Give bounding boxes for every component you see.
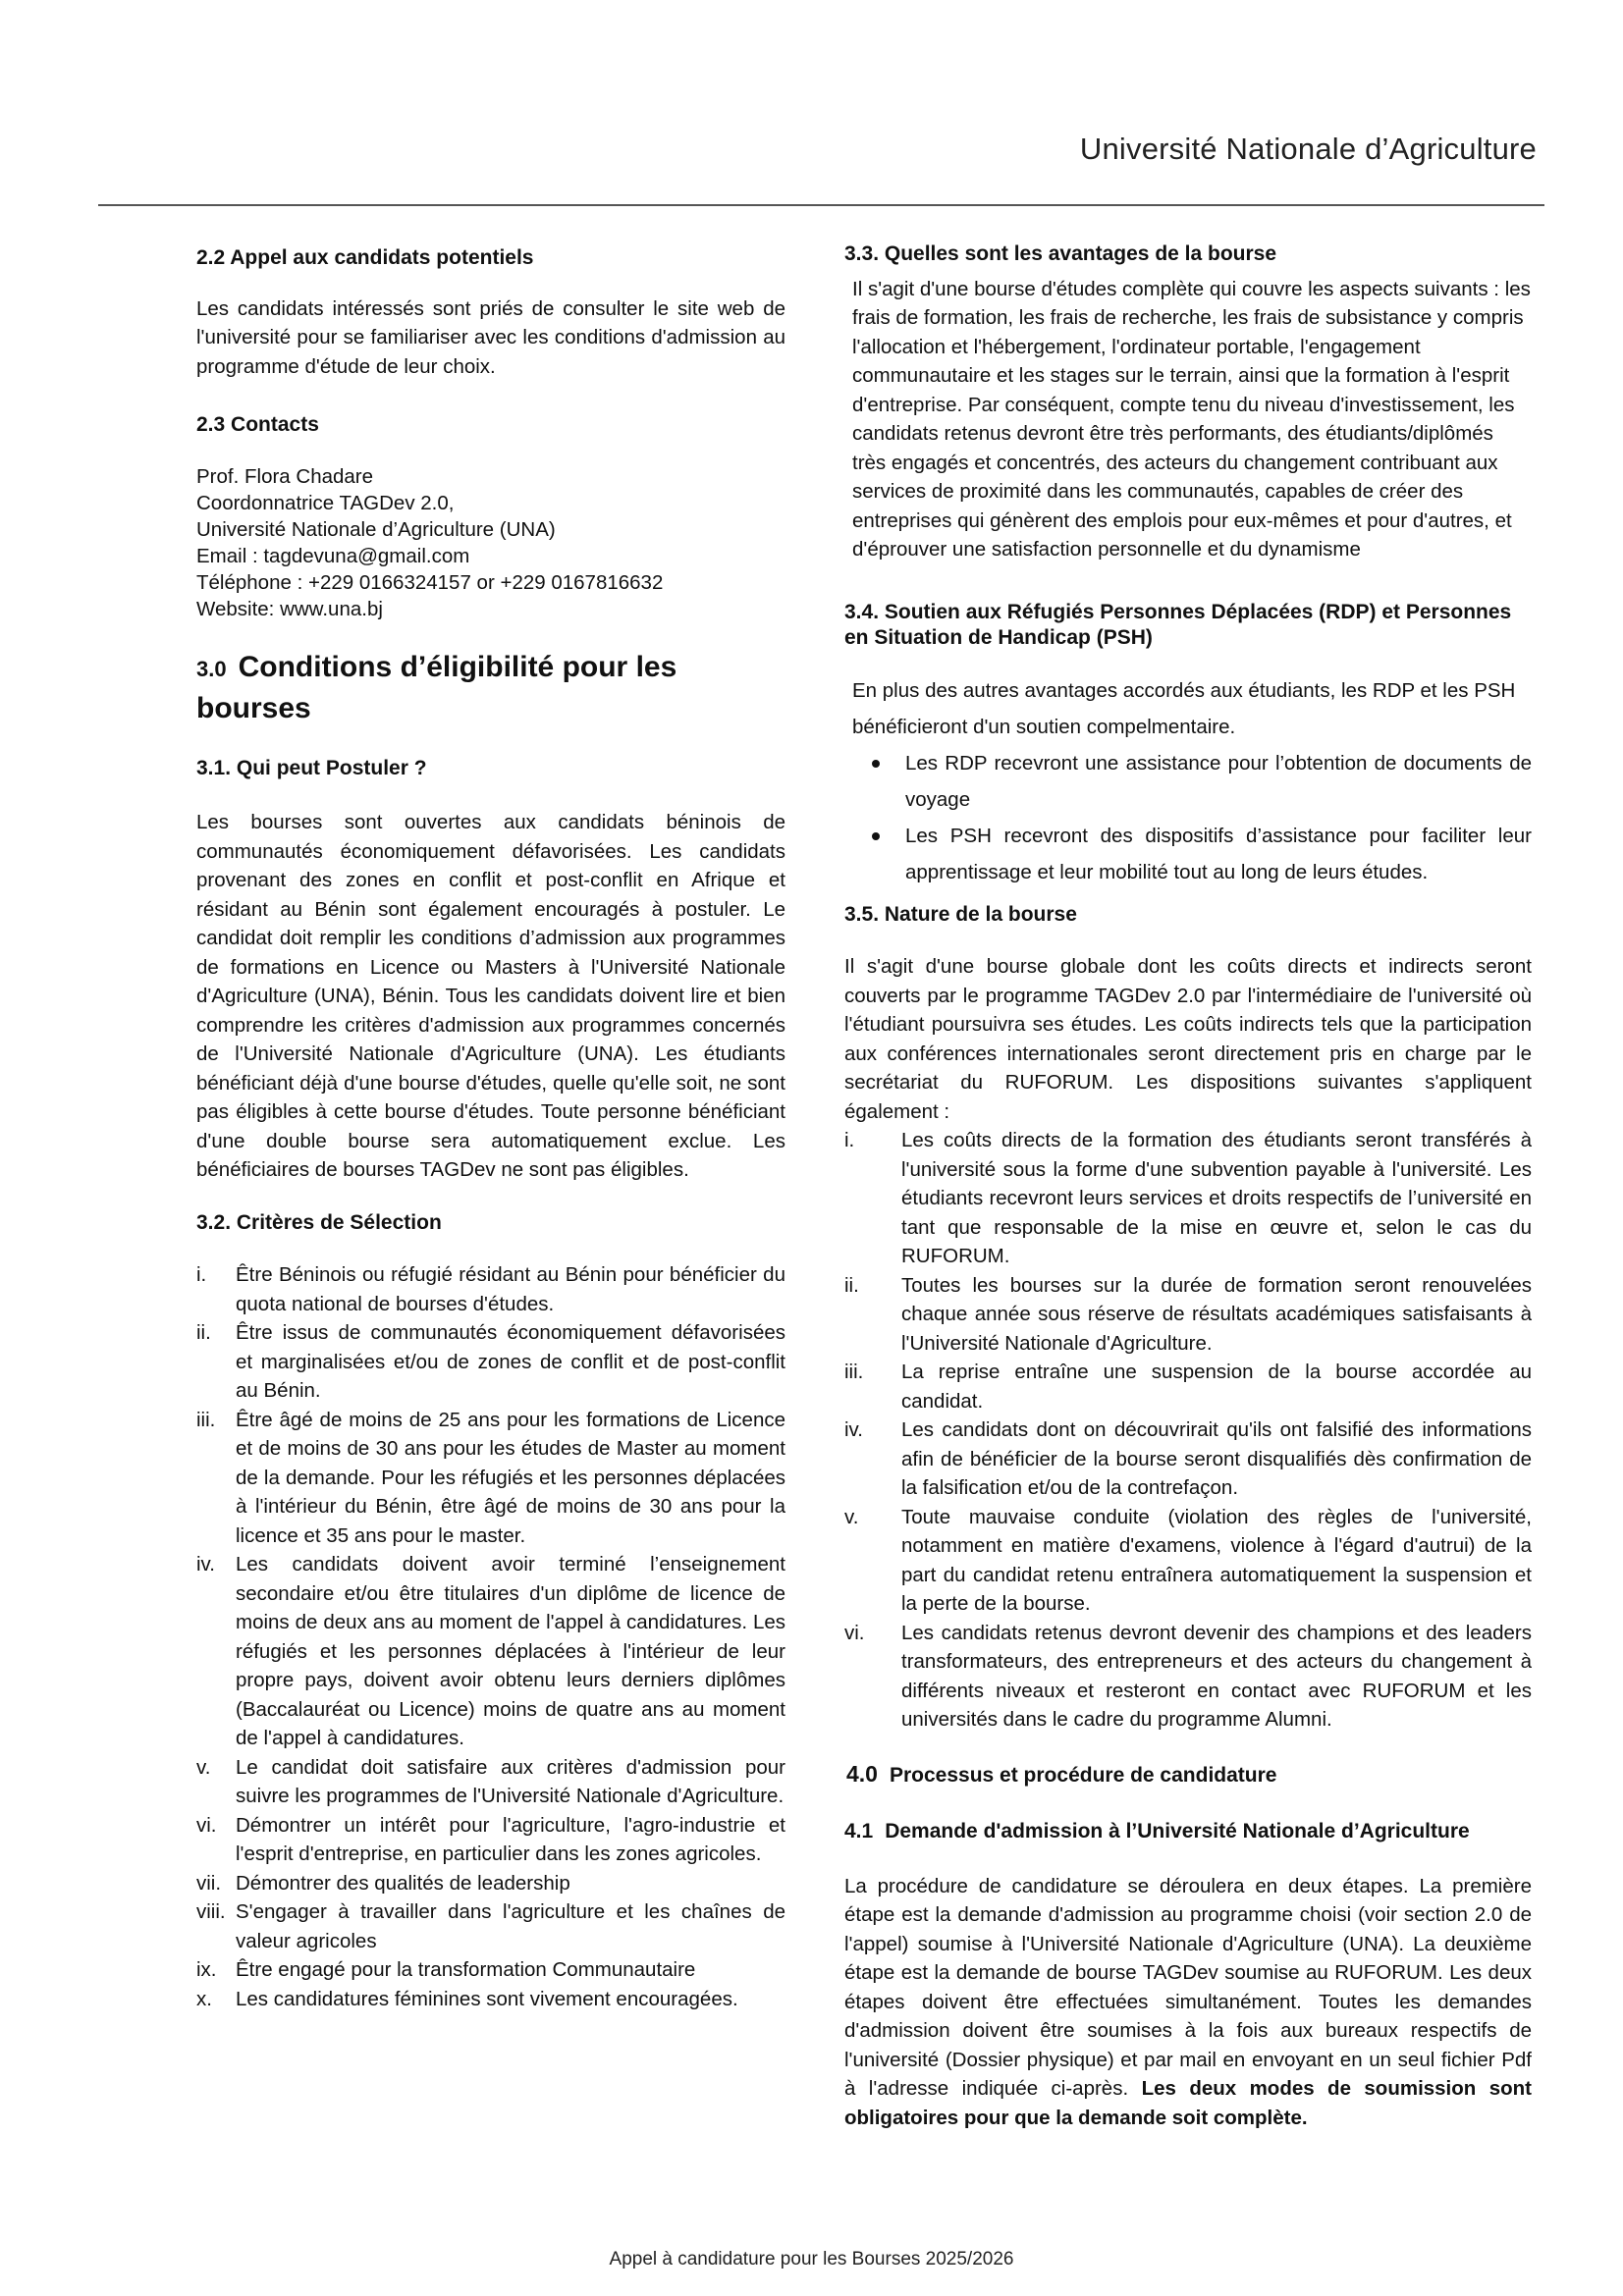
list-item: iii. La reprise entraîne une suspension de la bourse accordée au candidat.	[844, 1361, 1532, 1413]
section-heading-3-5: 3.5. Nature de la bourse	[844, 902, 1077, 926]
section-heading-3-4: 3.4. Soutien aux Réfugiés Personnes Déplacées (RDP) et Personnes en Situation de Handicap (PSH)	[844, 600, 1512, 649]
section-title: Processus et procédure de candidature	[889, 1763, 1277, 1787]
section-heading-3-0	[196, 648, 785, 728]
list-item: iv. Les candidats dont on découvrirait qu'ils ont falsifié des informations afin de bénéficier de la bourse seront disqualifiés dès confirmation de la falsification et/ou de la contrefaçon.	[844, 1418, 1532, 1499]
list-item: Les PSH recevront des dispositifs d’assistance pour faciliter leur apprentissage et leur mobilité tout au long de leurs études.	[844, 818, 1532, 890]
left-column	[196, 243, 785, 2013]
contact-phone: Téléphone : +229 0166324157 or +229 0167816632	[196, 570, 664, 594]
contact-email: Email : tagdevuna@gmail.com	[196, 544, 470, 567]
list-item: x. Les candidatures féminines sont vivement encouragées.	[196, 1987, 738, 2010]
bold-notice: Les deux modes de soumission sont obligatoires pour que la demande soit complète.	[844, 2077, 1532, 2129]
section-number: 3.0	[196, 656, 227, 681]
section-number: 4.1	[844, 1820, 874, 1842]
criteria-list	[196, 1260, 785, 2013]
section-heading-3-1: 3.1. Qui peut Postuler ?	[196, 756, 427, 779]
section-heading-4-0	[844, 1760, 1532, 1790]
list-item: iv. Les candidats doivent avoir terminé l’enseignement secondaire et/ou être titulaires d'un diplôme de licence de moins de deux ans au moment de l'appel à candidatures. Les réfugiés et les personnes déplacées à l'intérieur de leur propre pays, doivent avoir obtenu leurs derniers diplômes (Baccalauréat ou Licence) moins de quatre ans au moment de l'appel à candidatures.	[196, 1553, 785, 1749]
section-heading-2-3: 2.3 Contacts	[196, 413, 319, 436]
list-item: ix. Être engagé pour la transformation Communautaire	[196, 1958, 696, 1981]
page-footer: Appel à candidature pour les Bourses 2025/2026	[609, 2249, 1014, 2269]
section-heading-2-2: 2.2 Appel aux candidats potentiels	[196, 246, 534, 269]
contact-line: Coordonnatrice TAGDev 2.0,	[196, 491, 455, 514]
support-list	[844, 745, 1532, 890]
section-heading-4-1	[844, 1817, 1532, 1846]
list-item: iii. Être âgé de moins de 25 ans pour les formations de Licence et de moins de 30 ans pour les études de Master au moment de la demande. Pour les réfugiés et les personnes déplacées à l'intérieur du Bénin, être âgé de moins de 30 ans pour la licence et 35 ans pour le master.	[196, 1408, 785, 1547]
section-text-3-4: En plus des autres avantages accordés aux étudiants, les RDP et les PSH bénéficieront d'un soutien compelmentaire.	[852, 678, 1516, 738]
section-text-3-5: Il s'agit d'une bourse globale dont les coûts directs et indirects seront couverts par le programme TAGDev 2.0 par l'intermédiaire de l'université où l'étudiant poursuivra ses études. Les coûts indirects tels que la participation aux conférences internationales seront directement pris en charge par le secrétariat du RUFORUM. Les dispositions suivantes s'appliquent également :	[844, 955, 1532, 1123]
bullet-icon	[872, 832, 880, 840]
bullet-icon	[872, 760, 880, 768]
contact-line: Prof. Flora Chadare	[196, 464, 374, 488]
list-item: i. Être Béninois ou réfugié résidant au Bénin pour bénéficier du quota national de bourses d'études.	[196, 1263, 785, 1315]
header-divider	[98, 204, 1544, 206]
section-heading-3-3: 3.3. Quelles sont les avantages de la bourse	[844, 242, 1277, 265]
section-heading-3-2: 3.2. Critères de Sélection	[196, 1210, 442, 1234]
list-item: v. Toute mauvaise conduite (violation des règles de l'université, notamment en matière d'examens, violence à l'égard d'autrui) de la part du candidat retenu entraînera automatiquement la suspension et la perte de la bourse.	[844, 1505, 1532, 1615]
contact-website: Website: www.una.bj	[196, 597, 383, 620]
right-column	[844, 243, 1532, 2132]
section-title: Conditions d’éligibilité pour les bourses	[196, 650, 677, 724]
list-item: viii. S'engager à travailler dans l'agriculture et les chaînes de valeur agricoles	[196, 1900, 785, 1952]
section-text-3-1: Les bourses sont ouvertes aux candidats béninois de communautés économiquement défavorisées. Les candidats provenant des zones en conflit et post-conflit en Afrique et résidant au Bénin sont également encouragés à postuler. Le candidat doit remplir les conditions d’admission aux programmes de formations en Licence ou Masters à l'Université Nationale d'Agriculture (UNA), Bénin. Tous les candidats doivent lire et bien comprendre les critères d'admission aux programmes concernés de l'Université Nationale d'Agriculture (UNA). Les étudiants bénéficiant déjà d'une bourse d'études, quelle qu'elle soit, ne sont pas éligibles à cette bourse d'études. Toute personne bénéficiant d'une double bourse sera automatiquement exclue. Les bénéficiaires de bourses TAGDev ne sont pas éligibles.	[196, 811, 785, 1181]
list-item: Les RDP recevront une assistance pour l’obtention de documents de voyage	[844, 745, 1532, 818]
contact-line: Université Nationale d’Agriculture (UNA)	[196, 517, 556, 541]
list-item: i. Les coûts directs de la formation des étudiants seront transférés à l'université sous la forme d'une subvention payable à l'université. Les étudiants recevront leurs services et droits respectifs de l’université en tant que responsable de la mise en œuvre et, selon le cas du RUFORUM.	[844, 1129, 1532, 1267]
list-item: vii. Démontrer des qualités de leadership	[196, 1871, 570, 1895]
section-text-2-2: Les candidats intéressés sont priés de consulter le site web de l'université pour se familiariser avec les conditions d'admission au programme d'étude de leur choix.	[196, 296, 785, 378]
list-item: vi. Les candidats retenus devront devenir des champions et des leaders transformateurs, des entrepreneurs et des acteurs du changement à différents niveaux et resteront en contact avec RUFORUM et les universités dans le cadre du programme Alumni.	[844, 1621, 1532, 1731]
section-text-4-1: La procédure de candidature se déroulera en deux étapes. La première étape est la demande d'admission au programme choisi (voir section 2.0 de l'appel) soumise à l'Université Nationale d'Agriculture (UNA). La deuxième étape est la demande de bourse TAGDev soumise au RUFORUM. Les deux étapes doivent être effectuées simultanément. Toutes les demandes d'admission doivent être soumises à la fois aux bureaux respectifs de l'université (Dossier physique) et par mail en envoyant en un seul fichier Pdf à l'adresse indiquée ci-après. Les deux modes de soumission sont obligatoires pour que la demande soit complète.	[844, 1874, 1532, 2129]
section-text-3-3: Il s'agit d'une bourse d'études complète qui couvre les aspects suivants : les frais de formation, les frais de recherche, les frais de subsistance y compris l'allocation et l'hébergement, l'ordinateur portable, l'engagement communautaire et les stages sur le terrain, ainsi que la formation à l'esprit d'entreprise. Par conséquent, compte tenu du niveau d'investissement, les candidats retenus devront être très performants, des étudiants/diplômés très engagés et concentrés, des acteurs du changement contribuant aux services de proximité dans les communautés, capables de créer des entreprises qui génèrent des emplois pour eux-mêmes et pour d'autres, et d'éprouver une satisfaction personnelle et du dynamisme	[852, 277, 1531, 561]
list-item: vi. Démontrer un intérêt pour l'agriculture, l'agro-industrie et l'esprit d'entreprise, en particulier dans les zones agricoles.	[196, 1813, 785, 1865]
list-item: ii. Être issus de communautés économiquement défavorisées et marginalisées et/ou de zones de conflit et de post-conflit au Bénin.	[196, 1321, 785, 1402]
list-item: ii. Toutes les bourses sur la durée de formation seront renouvelées chaque année sous réserve de résultats académiques satisfaisants à l'Université Nationale d'Agriculture.	[844, 1273, 1532, 1355]
contact-block	[196, 463, 785, 622]
section-number: 4.0	[846, 1760, 878, 1787]
conditions-list	[844, 1126, 1532, 1735]
page-header-title: Université Nationale d’Agriculture	[1079, 132, 1537, 166]
list-item: v. Le candidat doit satisfaire aux critères d'admission pour suivre les programmes de l'Université Nationale d'Agriculture.	[196, 1755, 785, 1807]
section-title: Demande d'admission à l’Université Nationale d’Agriculture	[885, 1820, 1470, 1842]
